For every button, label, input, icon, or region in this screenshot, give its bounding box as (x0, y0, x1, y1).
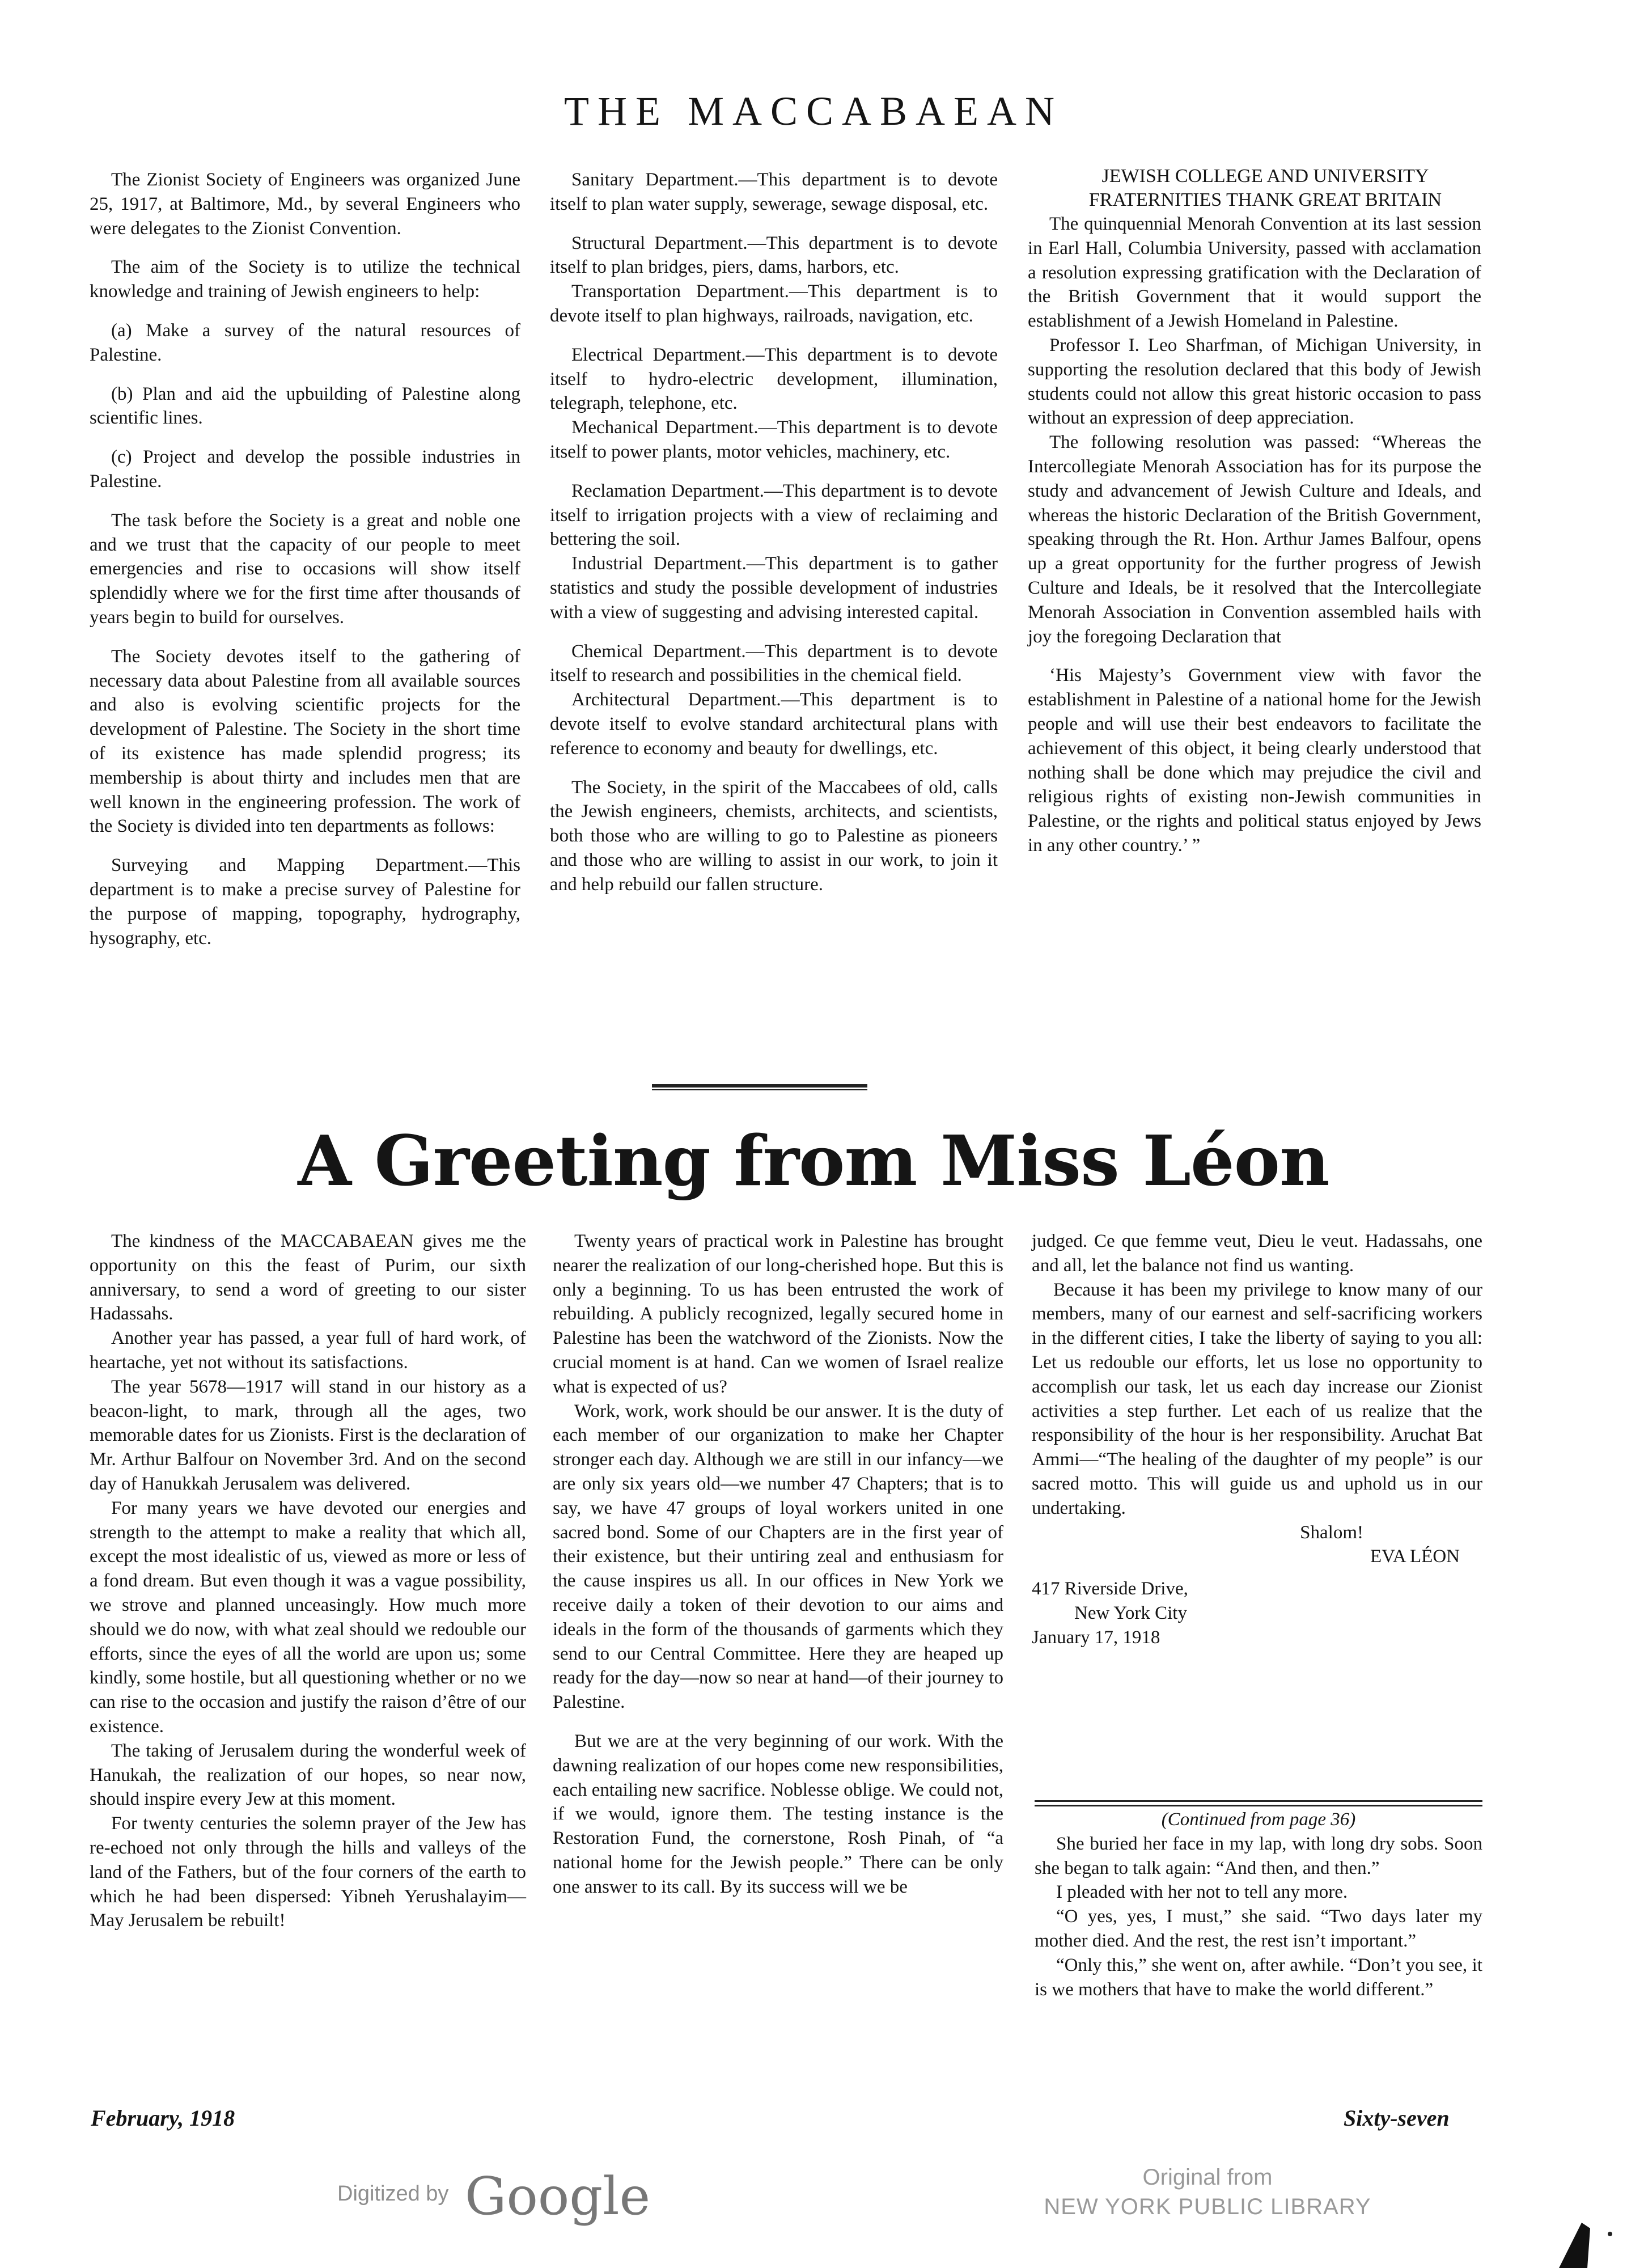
address-line: New York City (1074, 1602, 1187, 1623)
continued-label: (Continued from page 36) (1161, 1809, 1356, 1830)
paragraph: The taking of Jerusalem during the wonderful week of Hanukah, the realization of our hopes, so near now, should inspire every Jew at this moment. (90, 1740, 526, 1810)
section-divider (652, 1084, 867, 1090)
continued-story (1035, 1808, 1482, 2002)
paragraph: She buried her face in my lap, with long dry sobs. Soon she began to talk again: “And then, and then.” (1035, 1833, 1482, 1878)
paragraph: The Society, in the spirit of the Maccabees of old, calls the Jewish engineers, chemists, architects, and scientists, both those who are willing to go to Palestine as pioneers and those who are willing to assist in our work, to join it and help rebuild our fallen structure. (550, 777, 998, 895)
headline: A Greeting from Miss Léon (298, 1120, 1329, 1201)
library-name: NEW YORK PUBLIC LIBRARY (1044, 2194, 1371, 2219)
paragraph: I pleaded with her not to tell any more. (1056, 1882, 1348, 1903)
greeting-col1 (90, 1229, 526, 1933)
paragraph: (b) Plan and aid the upbuilding of Palestine along scientific lines. (90, 383, 520, 429)
original-from-label: Original from (1142, 2165, 1273, 2190)
scan-artifact-mark (1548, 2211, 1627, 2268)
paragraph: Chemical Department.—This department is to devote itself to research and possibilities in the chemical field. (550, 641, 998, 686)
masthead: THE MACCABAEAN (563, 88, 1063, 134)
paragraph: The following resolution was passed: “Whereas the Intercollegiate Menorah Association has for its purpose the study and advancement of Jewish Culture and Ideals, and whereas the historic Declaration of the British Government, speaking through the Rt. Hon. Arthur James Balfour, opens up a great opportunity for the further progress of Jewish Culture and Ideals, be it resolved that the Intercollegiate Menorah Association in Convention assembled hails with joy the foregoing Declaration that (1028, 432, 1481, 647)
signature: EVA LÉON (1370, 1546, 1460, 1567)
paragraph: Mechanical Department.—This department is to devote itself to power plants, motor vehicles, machinery, etc. (550, 417, 998, 462)
paragraph: The quinquennial Menorah Convention at its last session in Earl Hall, Columbia University, passed with acclamation a resolution expressing gratification with the Declaration of the British Government that it would support the establishment of a Jewish Homeland in Palestine. (1028, 214, 1481, 332)
paragraph: The task before the Society is a great and noble one and we trust that the capacity of our people to meet emergencies and rise to occasions will show itself splendidly where we for the first time after thousands of years begin to build for ourselves. (90, 510, 520, 628)
greeting-col3 (1032, 1229, 1482, 1650)
paragraph: Another year has passed, a year full of hard work, of heartache, yet not without its satisfactions. (90, 1328, 526, 1373)
paragraph: Work, work, work should be our answer. It is the duty of each member of our organization to make her Chapter stronger each day. Although we are still in our infancy—we are only six years old—we number 47 Chapters; that is to say, we have 47 groups of loyal workers united in one sacred bond. Some of our Chapters are in the first year of their existence, but their untiring zeal and enthusiasm for the cause inspires us all. In our offices in New York we receive daily a token of their devotion to our aims and ideals in the form of the thousands of garments which they send to our Central Committee. Here they are heaped up ready for the day—now so near at hand—of their journey to Palestine. (553, 1400, 1003, 1713)
paragraph: judged. Ce que femme veut, Dieu le veut. Hadassahs, one and all, let the balance not find us wanting. (1032, 1231, 1482, 1276)
article-heading-line: JEWISH COLLEGE AND UNIVERSITY (1101, 166, 1429, 187)
paragraph: But we are at the very beginning of our work. With the dawning realization of our hopes come new responsibilities, each entailing new sacrifice. Noblesse oblige. We could not, if we would, ignore them. The testing instance is the Restoration Fund, the cornerstone, Rosh Pinah, of “a national home for the Jewish people.” There can be only one answer to its call. By its success will we be (553, 1730, 1003, 1897)
closing: Shalom! (1300, 1522, 1363, 1543)
paragraph: Sanitary Department.—This department is to devote itself to plan water supply, sewerage, sewage disposal, etc. (550, 170, 998, 214)
block-quote: ‘His Majesty’s Government view with favor the establishment in Palestine of a national home for the Jewish people and will use their best endeavors to facilitate the achievement of this object, it being clearly understood that nothing shall be done which may prejudice the civil and religious rights of existing non-Jewish communities in Palestine, or the rights and political status enjoyed by Jews in any other country.’ ” (1028, 665, 1481, 856)
paragraph: (c) Project and develop the possible industries in Palestine. (90, 447, 520, 492)
article-engineers-col2 (550, 168, 998, 897)
section-divider (1035, 1800, 1482, 1806)
paragraph: The Zionist Society of Engineers was organized June 25, 1917, at Baltimore, Md., by several Engineers who were delegates to the Zionist Convention. (90, 170, 520, 239)
address-line: 417 Riverside Drive, (1032, 1579, 1188, 1600)
article-heading-line: FRATERNITIES THANK GREAT BRITAIN (1088, 189, 1442, 210)
paragraph: The Society devotes itself to the gathering of necessary data about Palestine from all available sources and also is evolving scientific projects for the development of Palestine. The Society in the short time of its existence has made splendid progress; its membership is about thirty and includes men that are well known in the engineering profession. The work of the Society is divided into ten departments as follows: (90, 646, 520, 837)
paragraph: Industrial Department.—This department is to gather statistics and study the possible development of industries with a view of suggesting and advising interested capital. (550, 553, 998, 623)
digitized-by-label: Digitized by (337, 2182, 449, 2206)
paragraph: The year 5678—1917 will stand in our history as a beacon-light, to mark, through all the ages, two memorable dates for us Zionists. First is the declaration of Mr. Arthur Balfour on November 3rd. And on the second day of Hanukkah Jerusalem was delivered. (90, 1376, 526, 1494)
paragraph: The aim of the Society is to utilize the technical knowledge and training of Jewish engineers to help: (90, 257, 520, 302)
greeting-col2 (553, 1229, 1003, 1899)
paragraph: For many years we have devoted our energies and strength to the attempt to make a reality that which all, except the most idealistic of us, viewed as more or less of a fond dream. But even though it was a vague possibility, we strove and planned unceasingly. How much more should we do now, with what zeal should we redouble our efforts, since the eyes of all the world are upon us; some kindly, some hostile, but all questioning whether or no we can rise to the occasion and justify the raison d’être of our existence. (90, 1497, 526, 1737)
paragraph: Transportation Department.—This department is to devote itself to plan highways, railroads, navigation, etc. (550, 281, 998, 326)
paragraph: Surveying and Mapping Department.—This department is to make a precise survey of Palestine for the purpose of mapping, topography, hydrography, hysography, etc. (90, 855, 520, 949)
paragraph: (a) Make a survey of the natural resources of Palestine. (90, 320, 520, 365)
paragraph: Because it has been my privilege to know many of our members, many of our earnest and self-sacrificing workers in the different cities, I take the liberty of saying to you all: Let us redouble our efforts, let us lose no opportunity to accomplish our task, let us each day increase our Zionist activities a step further. Let each of us realize that the responsibility of the hour is her responsibility. Aruchat Bat Ammi—“The healing of the daughter of my people” is our sacred motto. This will guide us and uphold us in our undertaking. (1032, 1279, 1482, 1518)
paragraph: “Only this,” she went on, after awhile. “Don’t you see, it is we mothers that have to make the world different.” (1035, 1954, 1482, 2000)
paragraph: Structural Department.—This department is to devote itself to plan bridges, piers, dams, harbors, etc. (550, 232, 998, 278)
article-menorah (1028, 164, 1481, 858)
footer-page-number: Sixty-seven (1344, 2105, 1450, 2131)
paragraph: For twenty centuries the solemn prayer of the Jew has re-echoed not only through the hills and valleys of the land of the Fathers, but of the four corners of the earth to which he had been dispersed: Yibneh Yerushalayim—May Jerusalem be rebuilt! (90, 1813, 526, 1931)
paragraph: Reclamation Department.—This department is to devote itself to irrigation projects with a view of reclaiming and bettering the soil. (550, 480, 998, 550)
footer-date: February, 1918 (91, 2105, 235, 2131)
paragraph: Electrical Department.—This department is to devote itself to hydro-electric development, illumination, telegraph, telephone, etc. (550, 344, 998, 414)
paragraph: The kindness of the MACCABAEAN gives me the opportunity on this the feast of Purim, our sixth anniversary, to send a word of greeting to our sister Hadassahs. (90, 1231, 526, 1325)
article-engineers-col1 (90, 168, 520, 950)
address-line: January 17, 1918 (1032, 1627, 1160, 1648)
paragraph: Professor I. Leo Sharfman, of Michigan University, in supporting the resolution declared that this body of Jewish students could not allow this great historic occasion to pass without an expression of deep appreciation. (1028, 335, 1481, 429)
paragraph: Architectural Department.—This department is to devote itself to evolve standard architectural plans with reference to economy and beauty for dwellings, etc. (550, 689, 998, 759)
paragraph: “O yes, yes, I must,” she said. “Two days later my mother died. And the rest, the rest isn’t important.” (1035, 1906, 1482, 1951)
google-logo: Google (465, 2166, 651, 2227)
paragraph: Twenty years of practical work in Palestine has brought nearer the realization of our long-cherished hope. But this is only a beginning. To us has been entrusted the work of rebuilding. A publicly recognized, legally secured home in Palestine has been the watchword of the Zionists. Now the crucial moment is at hand. Can we women of Israel realize what is expected of us? (553, 1231, 1003, 1397)
